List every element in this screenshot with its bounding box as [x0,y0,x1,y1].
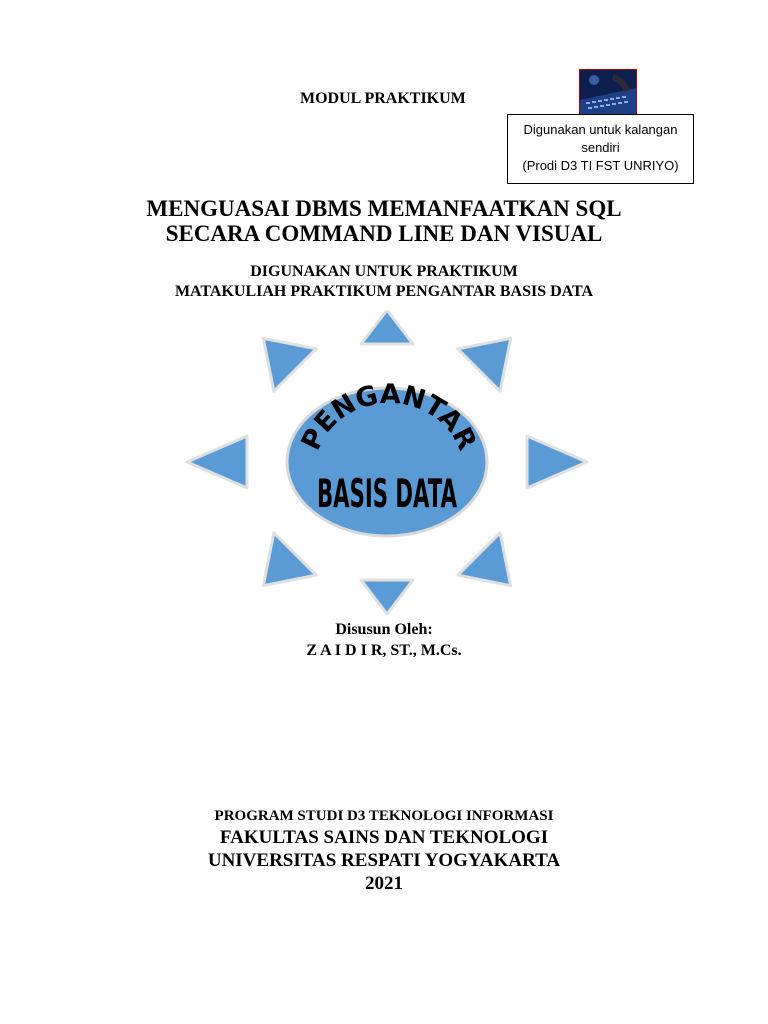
sun-ray [361,580,413,614]
usage-note-line: Digunakan untuk kalangan [523,122,678,137]
logo-arc-text: PENGANTAR [295,379,483,456]
logo-main-text: BASIS DATA [317,472,457,517]
document-title [0,196,768,246]
faculty-name: FAKULTAS SAINS DAN TEKNOLOGI [219,827,549,848]
sun-ray [263,533,316,586]
usage-note-box [507,114,694,184]
publication-year: 2021 [365,873,403,894]
sun-ray [263,338,316,391]
course-logo [180,310,590,620]
keyboard-illustration [580,70,636,114]
author-block [0,619,768,661]
institution-block [0,826,768,895]
subtitle-line: MATAKULIAH PRAKTIKUM PENGANTAR BASIS DATA [174,283,594,300]
usage-note-line: (Prodi D3 TI FST UNRIYO) [522,158,679,173]
title-line: SECARA COMMAND LINE DAN VISUAL [165,221,603,246]
usage-note-line: sendiri [581,140,620,155]
program-name: PROGRAM STUDI D3 TEKNOLOGI INFORMASI [214,808,554,824]
sun-ray [187,436,247,488]
sun-ray [458,533,511,586]
sun-ray [361,310,413,344]
author-name: Z A I D I R, ST., M.Cs. [306,642,462,659]
sun-ray [458,338,511,391]
module-label: MODUL PRAKTIKUM [300,90,466,107]
sun-logo-graphic [180,310,590,620]
university-name: UNIVERSITAS RESPATI YOGYAKARTA [207,850,561,871]
author-label: Disusun Oleh: [335,621,433,638]
subtitle-line: DIGUNAKAN UNTUK PRAKTIKUM [250,263,518,280]
cover-thumbnail-image [579,69,637,115]
sun-ray [527,436,587,488]
title-line: MENGUASAI DBMS MEMANFAATKAN SQL [146,196,622,221]
document-subtitle [0,262,768,302]
